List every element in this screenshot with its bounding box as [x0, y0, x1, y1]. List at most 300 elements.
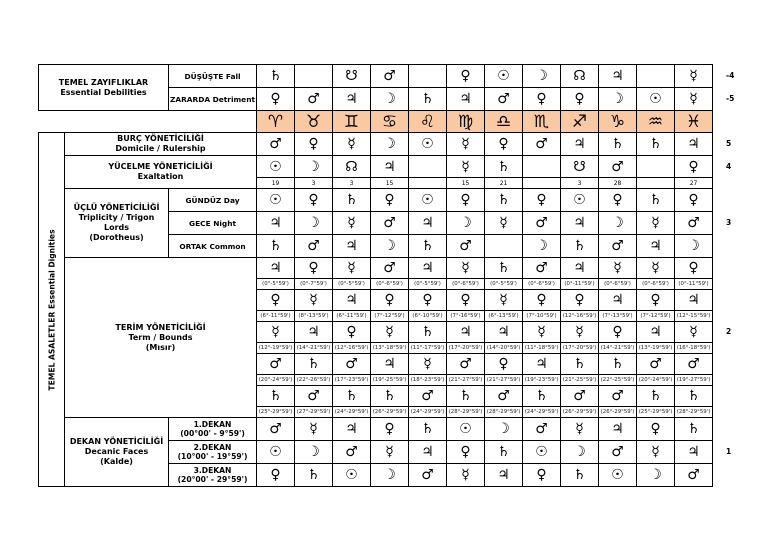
term-ruler-cell: ♄	[409, 322, 447, 343]
fall-ruler-cell	[409, 65, 447, 88]
zodiac-sign-cell: ♊	[333, 111, 371, 133]
term-ruler-cell: ♂	[333, 354, 371, 375]
term-range-cell: (27°-29°59')	[295, 407, 333, 418]
detriment-ruler-cell: ♂	[485, 88, 523, 111]
fall-ruler-cell: ☊	[561, 65, 599, 88]
fall-ruler-cell: ☽	[523, 65, 561, 88]
exaltation-degree-cell: 15	[371, 178, 409, 189]
zodiac-sign-cell: ♑	[599, 111, 637, 133]
decan-ruler-cell: ♃	[599, 418, 637, 441]
domicile-ruler-cell: ☽	[371, 133, 409, 156]
term-range-cell: (19°-27°59')	[675, 375, 713, 386]
triplicity-ruler-cell: ♄	[257, 235, 295, 258]
term-ruler-cell: ♄	[561, 354, 599, 375]
fall-ruler-cell: ☿	[675, 65, 713, 88]
term-range-cell: (0°-7°59')	[295, 279, 333, 290]
term-ruler-cell: ☿	[637, 258, 675, 279]
term-ruler-cell: ♄	[447, 386, 485, 407]
domicile-ruler-cell: ☉	[409, 133, 447, 156]
zodiac-sign-cell: ♏	[523, 111, 561, 133]
term-range-cell: (14°-21°59')	[295, 343, 333, 354]
term-ruler-cell: ☿	[409, 354, 447, 375]
term-ruler-cell: ♂	[257, 354, 295, 375]
term-range-cell: (7°-12°59')	[371, 311, 409, 322]
decan-ruler-cell: ☽	[295, 441, 333, 464]
term-range-cell: (17°-20°59')	[561, 343, 599, 354]
term-range-cell: (0°-6°59')	[599, 279, 637, 290]
triplicity-ruler-cell: ♂	[675, 212, 713, 235]
triplicity-ruler-cell: ♃	[333, 235, 371, 258]
decan-ruler-cell: ♄	[561, 464, 599, 487]
term-ruler-cell: ☿	[485, 290, 523, 311]
term-ruler-cell: ♄	[637, 386, 675, 407]
domicile-ruler-cell: ♃	[675, 133, 713, 156]
dignity-score: 2	[726, 327, 732, 336]
decan-label	[169, 418, 257, 441]
term-ruler-cell: ♀	[637, 290, 675, 311]
decan-ruler-cell: ♄	[295, 464, 333, 487]
term-ruler-cell: ♀	[599, 322, 637, 343]
term-ruler-cell: ♂	[637, 354, 675, 375]
triplicity-ruler-cell: ♄	[409, 235, 447, 258]
row-label-title: DEKAN YÖNETİCİLİĞİ	[69, 437, 164, 446]
zodiac-sign-cell: ♒	[637, 111, 675, 133]
triplicity-ruler-cell: ☽	[295, 212, 333, 235]
triplicity-ruler-cell: ☽	[599, 212, 637, 235]
exaltation-ruler-cell: ☋	[561, 156, 599, 178]
exaltation-ruler-cell	[523, 156, 561, 178]
dignity-score: 1	[726, 447, 732, 456]
decan-name: 1.DEKAN	[193, 420, 232, 429]
term-range-cell: (14°-20°59')	[485, 343, 523, 354]
term-ruler-cell: ☿	[599, 258, 637, 279]
term-range-cell: (20°-24°59')	[637, 375, 675, 386]
row-label-title: TEMEL ZAYIFLIKLAR	[58, 77, 149, 87]
exaltation-degree-cell: 3	[295, 178, 333, 189]
triplicity-ruler-cell: ♀	[371, 189, 409, 212]
term-ruler-cell: ♄	[257, 386, 295, 407]
decan-ruler-cell: ♂	[257, 418, 295, 441]
term-ruler-cell: ♃	[675, 290, 713, 311]
detriment-ruler-cell: ♂	[295, 88, 333, 111]
detriment-ruler-cell: ♄	[409, 88, 447, 111]
decan-ruler-cell: ♃	[485, 464, 523, 487]
term-ruler-cell: ♂	[599, 386, 637, 407]
term-range-cell: (22°-26°59')	[295, 375, 333, 386]
dignity-score: 4	[726, 161, 732, 171]
decan-label	[169, 441, 257, 464]
term-range-cell: (24°-29°59')	[333, 407, 371, 418]
triplicity-ruler-cell: ♂	[371, 212, 409, 235]
triplicity-ruler-cell: ♄	[637, 189, 675, 212]
term-range-cell: (0°-6°59')	[371, 279, 409, 290]
term-range-cell: (24°-29°59')	[409, 407, 447, 418]
term-range-cell: (0°-11°59')	[675, 279, 713, 290]
fall-ruler-cell: ☋	[333, 65, 371, 88]
decan-ruler-cell: ☽	[485, 418, 523, 441]
term-ruler-cell: ☿	[523, 322, 561, 343]
term-range-cell: (8°-13°59')	[295, 311, 333, 322]
decan-ruler-cell: ♀	[371, 418, 409, 441]
triplicity-ruler-cell: ♃	[409, 212, 447, 235]
decan-ruler-cell: ♃	[333, 418, 371, 441]
term-range-cell: (0°-6°59')	[447, 279, 485, 290]
exaltation-ruler-cell: ♀	[675, 156, 713, 178]
term-range-cell: (12°-16°59')	[561, 311, 599, 322]
term-ruler-cell: ♀	[561, 290, 599, 311]
detriment-ruler-cell: ♀	[257, 88, 295, 111]
fall-ruler-cell: ♂	[371, 65, 409, 88]
decan-ruler-cell: ♀	[523, 464, 561, 487]
term-ruler-cell: ♄	[523, 386, 561, 407]
exaltation-degree-cell: 19	[257, 178, 295, 189]
decan-ruler-cell: ☿	[295, 418, 333, 441]
term-ruler-cell: ♀	[675, 258, 713, 279]
triplicity-ruler-cell: ♀	[599, 189, 637, 212]
term-ruler-cell: ♃	[561, 258, 599, 279]
triplicity-ruler-cell: ♀	[675, 189, 713, 212]
term-range-cell: (0°-5°59')	[333, 279, 371, 290]
decan-name: 2.DEKAN	[193, 443, 232, 452]
row-label-sub: Exaltation	[137, 172, 184, 181]
term-range-cell: (18°-23°59')	[409, 375, 447, 386]
term-range-cell: (0°-6°59')	[637, 279, 675, 290]
decan-ruler-cell: ♃	[409, 441, 447, 464]
decan-ruler-cell: ♄	[485, 441, 523, 464]
domicile-ruler-cell: ♀	[295, 133, 333, 156]
zodiac-sign-cell: ♌	[409, 111, 447, 133]
exaltation-degree-cell: 15	[447, 178, 485, 189]
term-ruler-cell: ♃	[523, 354, 561, 375]
fall-ruler-cell: ☉	[485, 65, 523, 88]
term-range-cell: (0°-5°59')	[409, 279, 447, 290]
term-ruler-cell: ♂	[675, 354, 713, 375]
decan-ruler-cell: ♀	[637, 418, 675, 441]
term-range-cell: (11°-17°59')	[409, 343, 447, 354]
domicile-ruler-cell: ☿	[447, 133, 485, 156]
triplicity-sub-label: ORTAK Common	[169, 235, 257, 258]
domicile-ruler-cell: ♄	[637, 133, 675, 156]
detriment-ruler-cell: ♀	[523, 88, 561, 111]
decan-ruler-cell: ♀	[257, 464, 295, 487]
triplicity-ruler-cell: ♃	[257, 212, 295, 235]
term-ruler-cell: ☿	[371, 322, 409, 343]
detriment-ruler-cell: ♃	[333, 88, 371, 111]
term-ruler-cell: ♂	[371, 258, 409, 279]
domicile-ruler-cell: ♄	[599, 133, 637, 156]
decan-ruler-cell: ♄	[675, 418, 713, 441]
term-ruler-cell: ♀	[523, 290, 561, 311]
term-range-cell: (12°-16°59')	[333, 343, 371, 354]
term-ruler-cell: ♄	[333, 386, 371, 407]
decan-ruler-cell: ☿	[561, 418, 599, 441]
term-range-cell: (6°-11°59')	[257, 311, 295, 322]
decan-ruler-cell: ♃	[675, 441, 713, 464]
zodiac-sign-cell: ♈	[257, 111, 295, 133]
triplicity-ruler-cell: ♀	[295, 189, 333, 212]
term-ruler-cell: ♂	[409, 386, 447, 407]
dignities-vertical-label	[39, 133, 65, 487]
row-label-title: YÜCELME YÖNETİCİLİĞİ	[108, 162, 213, 171]
term-range-cell: (0°-5°59')	[485, 279, 523, 290]
term-ruler-cell: ♂	[523, 258, 561, 279]
exaltation-ruler-cell	[637, 156, 675, 178]
zodiac-sign-cell: ♋	[371, 111, 409, 133]
detriment-ruler-cell: ♀	[561, 88, 599, 111]
row-label	[65, 418, 169, 487]
triplicity-ruler-cell: ☉	[257, 189, 295, 212]
essential-dignities-table	[38, 64, 713, 487]
term-range-cell: (12°-19°59')	[257, 343, 295, 354]
fall-ruler-cell: ♄	[257, 65, 295, 88]
domicile-ruler-cell: ♀	[485, 133, 523, 156]
term-ruler-cell: ☿	[447, 258, 485, 279]
term-ruler-cell: ♃	[333, 290, 371, 311]
term-range-cell: (17°-20°59')	[447, 343, 485, 354]
triplicity-ruler-cell: ♃	[561, 212, 599, 235]
decan-ruler-cell: ♀	[447, 441, 485, 464]
term-ruler-cell: ☿	[257, 322, 295, 343]
term-range-cell: (7°-12°59')	[637, 311, 675, 322]
triplicity-ruler-cell: ☉	[409, 189, 447, 212]
exaltation-ruler-cell: ☽	[295, 156, 333, 178]
term-ruler-cell: ♃	[447, 322, 485, 343]
exaltation-degree-cell: 27	[675, 178, 713, 189]
triplicity-ruler-cell	[485, 235, 523, 258]
detriment-ruler-cell: ☽	[599, 88, 637, 111]
row-label-sub: (Kalde)	[100, 457, 133, 466]
decan-name: 3.DEKAN	[193, 466, 232, 475]
detriment-ruler-cell: ☉	[637, 88, 675, 111]
term-ruler-cell: ♃	[599, 290, 637, 311]
term-range-cell: (7°-16°59')	[447, 311, 485, 322]
term-ruler-cell: ☿	[295, 290, 333, 311]
term-ruler-cell: ♄	[485, 258, 523, 279]
domicile-ruler-cell: ♃	[561, 133, 599, 156]
term-range-cell: (24°-29°59')	[523, 407, 561, 418]
term-ruler-cell: ♄	[371, 386, 409, 407]
decan-ruler-cell: ☿	[637, 441, 675, 464]
term-ruler-cell: ☿	[333, 258, 371, 279]
term-range-cell: (28°-29°59')	[447, 407, 485, 418]
term-range-cell: (0°-5°59')	[257, 279, 295, 290]
term-range-cell: (19°-25°59')	[371, 375, 409, 386]
detriment-ruler-cell: ☿	[675, 88, 713, 111]
triplicity-ruler-cell: ☽	[371, 235, 409, 258]
term-ruler-cell: ♀	[409, 290, 447, 311]
term-range-cell: (0°-11°59')	[561, 279, 599, 290]
dignity-score: 5	[726, 139, 732, 148]
exaltation-degree-cell	[637, 178, 675, 189]
row-label-sub: (Mısır)	[145, 342, 176, 352]
exaltation-ruler-cell: ♂	[599, 156, 637, 178]
decan-ruler-cell: ☉	[447, 418, 485, 441]
term-range-cell: (16°-18°59')	[675, 343, 713, 354]
row-label-title: TERİM YÖNETİCİLİĞİ	[115, 322, 206, 332]
triplicity-ruler-cell: ☿	[637, 212, 675, 235]
triplicity-ruler-cell: ♃	[637, 235, 675, 258]
blank	[65, 111, 257, 133]
triplicity-ruler-cell: ♂	[523, 212, 561, 235]
term-range-cell: (12°-15°59')	[675, 311, 713, 322]
decan-ruler-cell: ♄	[409, 418, 447, 441]
term-range-cell: (28°-29°59')	[675, 407, 713, 418]
triplicity-ruler-cell: ☽	[523, 235, 561, 258]
decan-ruler-cell: ☽	[637, 464, 675, 487]
exaltation-ruler-cell: ♃	[371, 156, 409, 178]
decan-ruler-cell: ☿	[371, 441, 409, 464]
blank-vert	[39, 111, 65, 133]
row-label	[39, 65, 169, 111]
dignity-score: -4	[726, 71, 735, 80]
decan-ruler-cell: ☉	[523, 441, 561, 464]
triplicity-ruler-cell: ☽	[447, 212, 485, 235]
term-range-cell: (13°-18°59')	[371, 343, 409, 354]
row-label-title: BURÇ YÖNETİCİLİĞİ	[117, 134, 204, 143]
decan-ruler-cell: ♂	[675, 464, 713, 487]
term-range-cell: (6°-11°59')	[333, 311, 371, 322]
dignity-score: 3	[726, 218, 732, 227]
decan-ruler-cell: ♂	[599, 441, 637, 464]
decan-ruler-cell: ☉	[599, 464, 637, 487]
row-label-sub: Decanic Faces	[84, 447, 149, 456]
term-ruler-cell: ♃	[637, 322, 675, 343]
term-ruler-cell: ☿	[561, 322, 599, 343]
term-ruler-cell: ♃	[371, 354, 409, 375]
triplicity-ruler-cell: ♄	[561, 235, 599, 258]
decan-range: (00°00' - 9°59')	[180, 429, 245, 438]
detriment-label: ZARARDA Detriment	[169, 88, 257, 111]
exaltation-degree-cell: 3	[561, 178, 599, 189]
term-ruler-cell: ♂	[295, 386, 333, 407]
term-ruler-cell: ♀	[333, 322, 371, 343]
dignities-vertical-text: TEMEL ASALETLER Essential Dignities	[47, 228, 56, 391]
triplicity-ruler-cell: ♀	[523, 189, 561, 212]
decan-ruler-cell: ♂	[409, 464, 447, 487]
term-ruler-cell: ☿	[675, 322, 713, 343]
detriment-ruler-cell: ☽	[371, 88, 409, 111]
exaltation-ruler-cell: ☊	[333, 156, 371, 178]
exaltation-degree-cell: 28	[599, 178, 637, 189]
term-ruler-cell: ♄	[599, 354, 637, 375]
exaltation-ruler-cell: ♄	[485, 156, 523, 178]
term-range-cell: (17°-23°59')	[333, 375, 371, 386]
term-range-cell: (7°-10°59')	[523, 311, 561, 322]
term-range-cell: (26°-29°59')	[599, 407, 637, 418]
detriment-ruler-cell: ♃	[447, 88, 485, 111]
fall-ruler-cell	[295, 65, 333, 88]
exaltation-ruler-cell: ☉	[257, 156, 295, 178]
fall-ruler-cell: ♃	[599, 65, 637, 88]
term-ruler-cell: ♀	[257, 290, 295, 311]
row-label-sub: Domicile / Rulership	[115, 144, 206, 153]
row-label	[65, 156, 257, 189]
term-ruler-cell: ♀	[371, 290, 409, 311]
term-ruler-cell: ♂	[447, 354, 485, 375]
term-range-cell: (6°-10°59')	[409, 311, 447, 322]
exaltation-degree-cell	[523, 178, 561, 189]
term-ruler-cell: ♃	[295, 322, 333, 343]
row-label	[65, 189, 169, 258]
zodiac-sign-cell: ♉	[295, 111, 333, 133]
term-range-cell: (13°-19°59')	[637, 343, 675, 354]
term-range-cell: (11°-18°59')	[523, 343, 561, 354]
exaltation-degree-cell: 3	[333, 178, 371, 189]
triplicity-ruler-cell: ☉	[561, 189, 599, 212]
decan-ruler-cell: ☉	[257, 441, 295, 464]
decan-range: (10°00' - 19°59')	[177, 452, 248, 461]
term-range-cell: (26°-29°59')	[371, 407, 409, 418]
term-range-cell: (21°-25°59')	[561, 375, 599, 386]
term-range-cell: (22°-25°59')	[599, 375, 637, 386]
triplicity-ruler-cell: ♄	[485, 189, 523, 212]
decan-ruler-cell: ♂	[333, 441, 371, 464]
exaltation-ruler-cell: ☿	[447, 156, 485, 178]
dignity-score: -5	[726, 94, 735, 103]
zodiac-sign-cell: ♐	[561, 111, 599, 133]
domicile-ruler-cell: ♂	[523, 133, 561, 156]
zodiac-sign-cell: ♓	[675, 111, 713, 133]
term-ruler-cell: ♀	[447, 290, 485, 311]
term-range-cell: (25°-29°59')	[637, 407, 675, 418]
triplicity-ruler-cell: ♂	[295, 235, 333, 258]
triplicity-sub-label: GÜNDÜZ Day	[169, 189, 257, 212]
zodiac-sign-cell: ♍	[447, 111, 485, 133]
term-range-cell: (7°-13°59')	[599, 311, 637, 322]
exaltation-degree-cell	[409, 178, 447, 189]
row-label	[65, 258, 257, 418]
term-range-cell: (0°-6°59')	[523, 279, 561, 290]
decan-ruler-cell: ☽	[561, 441, 599, 464]
term-range-cell: (26°-29°59')	[561, 407, 599, 418]
domicile-ruler-cell: ☿	[333, 133, 371, 156]
domicile-ruler-cell: ♂	[257, 133, 295, 156]
triplicity-ruler-cell: ☿	[333, 212, 371, 235]
term-range-cell: (21°-27°59')	[485, 375, 523, 386]
row-label-sub: Triplicity / Trigon Lords	[78, 213, 155, 232]
term-ruler-cell: ♃	[485, 322, 523, 343]
term-ruler-cell: ♄	[675, 386, 713, 407]
term-range-cell: (6°-13°59')	[485, 311, 523, 322]
decan-range: (20°00' - 29°59')	[177, 475, 248, 484]
triplicity-ruler-cell: ♂	[599, 235, 637, 258]
decan-label	[169, 464, 257, 487]
row-label-sub: Term / Bounds	[128, 332, 193, 342]
triplicity-ruler-cell: ☽	[675, 235, 713, 258]
row-label	[65, 133, 257, 156]
triplicity-sub-label: GECE Night	[169, 212, 257, 235]
row-label-sub: (Dorotheus)	[89, 233, 144, 242]
fall-ruler-cell	[637, 65, 675, 88]
term-ruler-cell: ♂	[485, 386, 523, 407]
term-ruler-cell: ♀	[295, 258, 333, 279]
term-range-cell: (28°-29°59')	[485, 407, 523, 418]
term-ruler-cell: ♃	[257, 258, 295, 279]
row-label-sub: Essential Debilities	[60, 87, 147, 97]
decan-ruler-cell: ☿	[447, 464, 485, 487]
term-ruler-cell: ♀	[485, 354, 523, 375]
fall-label: DÜŞÜŞTE Fall	[169, 65, 257, 88]
term-ruler-cell: ♄	[295, 354, 333, 375]
term-range-cell: (21°-27°59')	[447, 375, 485, 386]
decan-ruler-cell: ♂	[523, 418, 561, 441]
fall-ruler-cell: ♀	[447, 65, 485, 88]
term-range-cell: (20°-24°59')	[257, 375, 295, 386]
exaltation-degree-cell: 21	[485, 178, 523, 189]
triplicity-ruler-cell: ☿	[485, 212, 523, 235]
row-label-title: ÜÇLÜ YÖNETİCİLİĞİ	[73, 203, 160, 212]
decan-ruler-cell: ☉	[333, 464, 371, 487]
